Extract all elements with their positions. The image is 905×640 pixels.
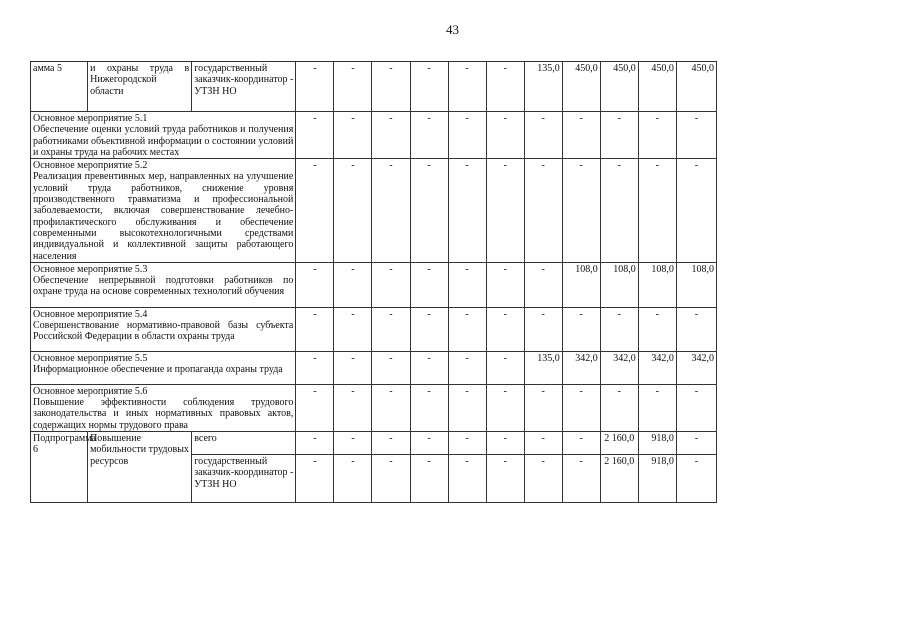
value-cell: - bbox=[372, 351, 410, 384]
value-cell: - bbox=[334, 262, 372, 307]
activity-cell bbox=[31, 112, 296, 159]
value-cell: 450,0 bbox=[600, 62, 638, 112]
value-cell: - bbox=[334, 351, 372, 384]
value-cell: - bbox=[296, 62, 334, 112]
activity-title: Основное мероприятие 5.4 bbox=[33, 308, 148, 320]
value-cell: - bbox=[372, 62, 410, 112]
value-cell: 450,0 bbox=[638, 62, 676, 112]
value-cell: - bbox=[448, 455, 486, 503]
value-cell: - bbox=[334, 384, 372, 431]
program-label-cell: амма 5 bbox=[31, 62, 88, 112]
activity-description: Обеспечение непрерывной подготовки работников по охране труда на основе современных технологий обучения bbox=[33, 275, 294, 298]
program-name-cell: и охраны труда в Нижегородской области bbox=[88, 62, 192, 112]
value-cell: - bbox=[296, 432, 334, 455]
value-cell: - bbox=[372, 384, 410, 431]
responsible-cell: всего bbox=[192, 432, 296, 455]
value-cell: - bbox=[562, 307, 600, 351]
value-cell: - bbox=[372, 112, 410, 159]
value-cell: 2 160,0 bbox=[600, 455, 638, 503]
value-cell: - bbox=[372, 262, 410, 307]
activity-title: Основное мероприятие 5.6 bbox=[33, 385, 148, 397]
activity-title: Основное мероприятие 5.3 bbox=[33, 263, 148, 275]
value-cell: - bbox=[562, 432, 600, 455]
value-cell: - bbox=[410, 62, 448, 112]
value-cell: - bbox=[638, 384, 676, 431]
value-cell: - bbox=[372, 307, 410, 351]
activity-description: Информационное обеспечение и пропаганда охраны труда bbox=[33, 364, 283, 376]
value-cell: - bbox=[410, 455, 448, 503]
activity-cell bbox=[31, 262, 296, 307]
value-cell: - bbox=[448, 262, 486, 307]
value-cell: - bbox=[486, 432, 524, 455]
value-cell: - bbox=[334, 112, 372, 159]
table-row bbox=[31, 307, 717, 351]
value-cell: 135,0 bbox=[524, 62, 562, 112]
value-cell: 450,0 bbox=[562, 62, 600, 112]
table-row bbox=[31, 351, 717, 384]
value-cell: - bbox=[676, 384, 716, 431]
value-cell: 108,0 bbox=[676, 262, 716, 307]
activity-description: Повышение эффективности соблюдения трудового законодательства и иных нормативных правовых актов, содержащих нормы трудового права bbox=[33, 397, 294, 431]
value-cell: - bbox=[410, 262, 448, 307]
value-cell: - bbox=[334, 432, 372, 455]
value-cell: - bbox=[676, 455, 716, 503]
value-cell: 108,0 bbox=[600, 262, 638, 307]
value-cell: - bbox=[410, 351, 448, 384]
value-cell: - bbox=[334, 159, 372, 263]
value-cell: - bbox=[676, 159, 716, 263]
value-cell: - bbox=[562, 384, 600, 431]
value-cell: - bbox=[486, 455, 524, 503]
value-cell: - bbox=[410, 112, 448, 159]
value-cell: - bbox=[448, 112, 486, 159]
value-cell: - bbox=[486, 384, 524, 431]
value-cell: - bbox=[486, 262, 524, 307]
value-cell: - bbox=[524, 159, 562, 263]
value-cell: - bbox=[410, 384, 448, 431]
value-cell: 342,0 bbox=[638, 351, 676, 384]
value-cell: - bbox=[296, 159, 334, 263]
activity-description: Реализация превентивных мер, направленных на улучшение условий труда работников, снижение уровня производственного травматизма и профессиональной заболеваемости, включая совершенствование лечебно-профилактического обслуживания и обеспечение современными высокотехнологичными средствами индивидуальной и коллективной защиты работающего населения bbox=[33, 171, 294, 262]
value-cell: - bbox=[486, 159, 524, 263]
value-cell: - bbox=[524, 112, 562, 159]
value-cell: - bbox=[600, 112, 638, 159]
value-cell: 342,0 bbox=[676, 351, 716, 384]
table-row bbox=[31, 432, 717, 455]
value-cell: - bbox=[372, 159, 410, 263]
value-cell: 2 160,0 bbox=[600, 432, 638, 455]
value-cell: - bbox=[524, 307, 562, 351]
value-cell: - bbox=[334, 455, 372, 503]
value-cell: 918,0 bbox=[638, 455, 676, 503]
value-cell: - bbox=[410, 432, 448, 455]
value-cell: 108,0 bbox=[638, 262, 676, 307]
value-cell: 135,0 bbox=[524, 351, 562, 384]
table-row bbox=[31, 384, 717, 431]
activity-title: Основное мероприятие 5.2 bbox=[33, 160, 148, 172]
value-cell: 450,0 bbox=[676, 62, 716, 112]
value-cell: - bbox=[296, 455, 334, 503]
table-row bbox=[31, 262, 717, 307]
value-cell: - bbox=[562, 455, 600, 503]
value-cell: - bbox=[372, 455, 410, 503]
page-number: 43 bbox=[446, 22, 459, 37]
activity-title: Основное мероприятие 5.1 bbox=[33, 113, 148, 124]
value-cell: - bbox=[638, 307, 676, 351]
value-cell: - bbox=[448, 159, 486, 263]
value-cell: - bbox=[486, 112, 524, 159]
activity-description: Обеспечение оценки условий труда работников и получения работниками объективной информации о состоянии условий и охраны труда на рабочих местах bbox=[33, 124, 294, 158]
value-cell: - bbox=[562, 112, 600, 159]
responsible-cell: государственный заказчик-координатор - УТЗН НО bbox=[192, 62, 296, 112]
activity-cell bbox=[31, 307, 296, 351]
value-cell: - bbox=[600, 159, 638, 263]
value-cell: - bbox=[600, 307, 638, 351]
value-cell: - bbox=[410, 307, 448, 351]
value-cell: - bbox=[486, 62, 524, 112]
subprogram-label-cell: Подпрограмма 6 bbox=[31, 432, 88, 503]
activity-cell bbox=[31, 159, 296, 263]
subprogram-name-cell: Повышение мобильности трудовых ресурсов bbox=[88, 432, 192, 503]
table-row bbox=[31, 62, 717, 112]
activity-description: Совершенствование нормативно-правовой базы субъекта Российской Федерации в области охраны труда bbox=[33, 320, 294, 343]
value-cell: - bbox=[372, 432, 410, 455]
value-cell: - bbox=[296, 112, 334, 159]
responsible-cell: государственный заказчик-координатор - УТЗН НО bbox=[192, 455, 296, 503]
value-cell: 108,0 bbox=[562, 262, 600, 307]
value-cell: - bbox=[448, 307, 486, 351]
value-cell: - bbox=[448, 432, 486, 455]
value-cell: - bbox=[600, 384, 638, 431]
value-cell: - bbox=[524, 455, 562, 503]
value-cell: - bbox=[562, 159, 600, 263]
activity-cell bbox=[31, 384, 296, 431]
value-cell: - bbox=[334, 62, 372, 112]
value-cell: 342,0 bbox=[562, 351, 600, 384]
value-cell: - bbox=[410, 159, 448, 263]
value-cell: - bbox=[448, 62, 486, 112]
value-cell: - bbox=[448, 351, 486, 384]
value-cell: - bbox=[296, 351, 334, 384]
table-row bbox=[31, 112, 717, 159]
value-cell: - bbox=[676, 112, 716, 159]
value-cell: 342,0 bbox=[600, 351, 638, 384]
activity-cell bbox=[31, 351, 296, 384]
value-cell: - bbox=[334, 307, 372, 351]
value-cell: - bbox=[676, 307, 716, 351]
value-cell: 918,0 bbox=[638, 432, 676, 455]
value-cell: - bbox=[486, 307, 524, 351]
value-cell: - bbox=[296, 384, 334, 431]
value-cell: - bbox=[638, 112, 676, 159]
budget-table bbox=[30, 61, 717, 503]
value-cell: - bbox=[296, 307, 334, 351]
value-cell: - bbox=[676, 432, 716, 455]
activity-title: Основное мероприятие 5.5 bbox=[33, 352, 148, 364]
value-cell: - bbox=[448, 384, 486, 431]
value-cell: - bbox=[296, 262, 334, 307]
table-row bbox=[31, 159, 717, 263]
value-cell: - bbox=[524, 384, 562, 431]
value-cell: - bbox=[524, 262, 562, 307]
value-cell: - bbox=[486, 351, 524, 384]
value-cell: - bbox=[524, 432, 562, 455]
value-cell: - bbox=[638, 159, 676, 263]
